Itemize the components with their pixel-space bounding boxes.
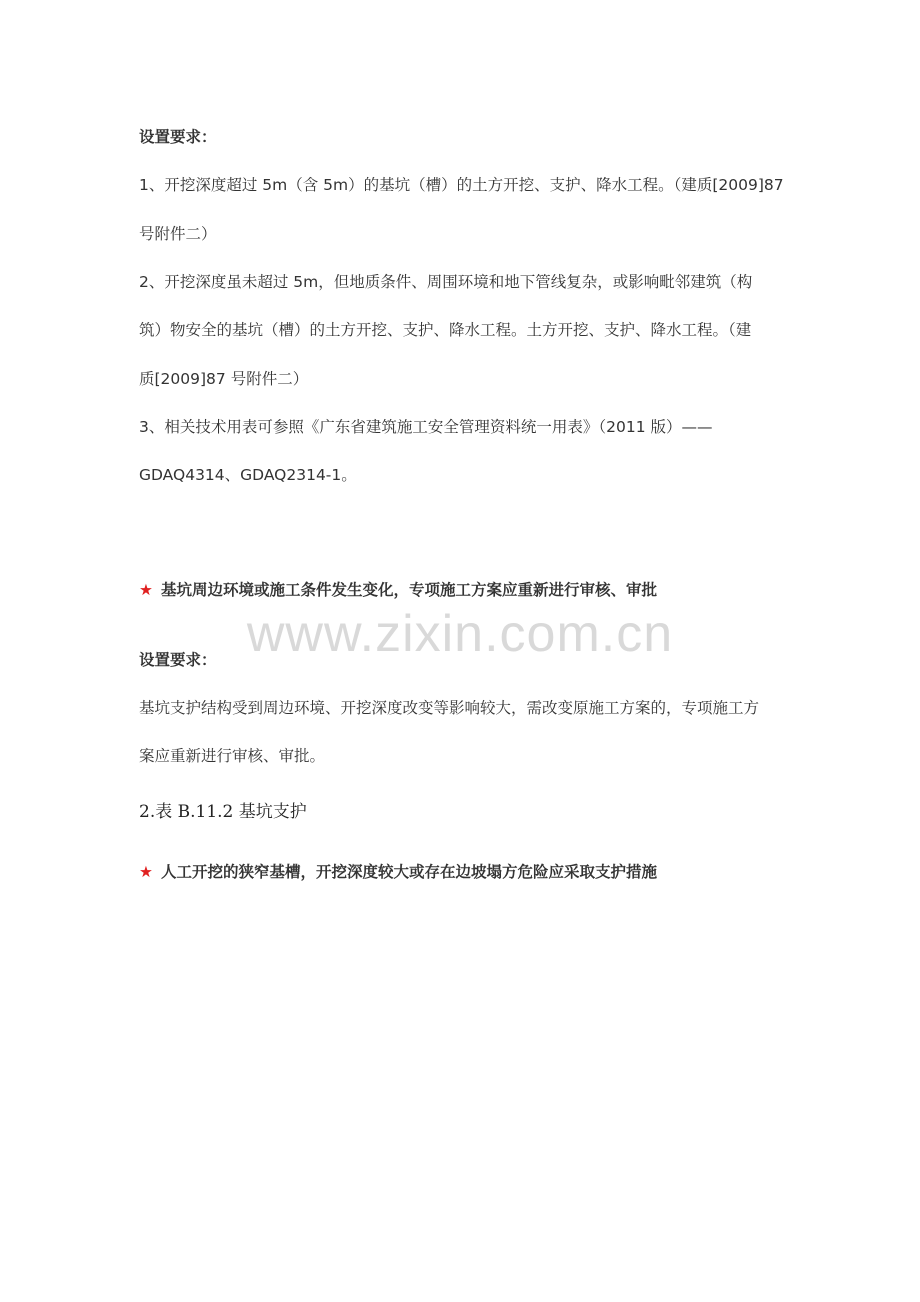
- star-icon: ★: [139, 863, 153, 881]
- paragraph-line: 1、开挖深度超过 5m（含 5m）的基坑（槽）的土方开挖、支护、降水工程。（建质[2009]87: [139, 176, 784, 194]
- paragraph-line: 筑）物安全的基坑（槽）的土方开挖、支护、降水工程。土方开挖、支护、降水工程。（建: [139, 321, 752, 339]
- paragraph-line: 质[2009]87 号附件二）: [139, 370, 309, 388]
- paragraph-line: 基坑支护结构受到周边环境、开挖深度改变等影响较大，需改变原施工方案的，专项施工方: [139, 699, 760, 717]
- requirement-label-2: 设置要求：: [139, 651, 217, 669]
- watermark: www.zixin.com.cn: [246, 605, 674, 663]
- section-heading-text: 基坑周边环境或施工条件发生变化，专项施工方案应重新进行审核、审批: [161, 581, 658, 599]
- paragraph-line: 号附件二）: [139, 225, 217, 243]
- requirement-label-1: 设置要求：: [139, 128, 217, 146]
- table-heading: 2.表 B.11.2 基坑支护: [139, 802, 307, 822]
- paragraph-line: GDAQ4314、GDAQ2314-1。: [139, 466, 357, 484]
- paragraph-line: 3、相关技术用表可参照《广东省建筑施工安全管理资料统一用表》（2011 版）——: [139, 418, 713, 436]
- paragraph-line: 2、开挖深度虽未超过 5m，但地质条件、周围环境和地下管线复杂，或影响毗邻建筑（构: [139, 273, 753, 291]
- paragraph-line: 案应重新进行审核、审批。: [139, 747, 326, 765]
- star-icon: ★: [139, 581, 153, 599]
- section-heading-2: [139, 579, 789, 601]
- section-heading-text: 人工开挖的狭窄基槽，开挖深度较大或存在边坡塌方危险应采取支护措施: [161, 863, 658, 881]
- section-heading-3: [139, 861, 789, 883]
